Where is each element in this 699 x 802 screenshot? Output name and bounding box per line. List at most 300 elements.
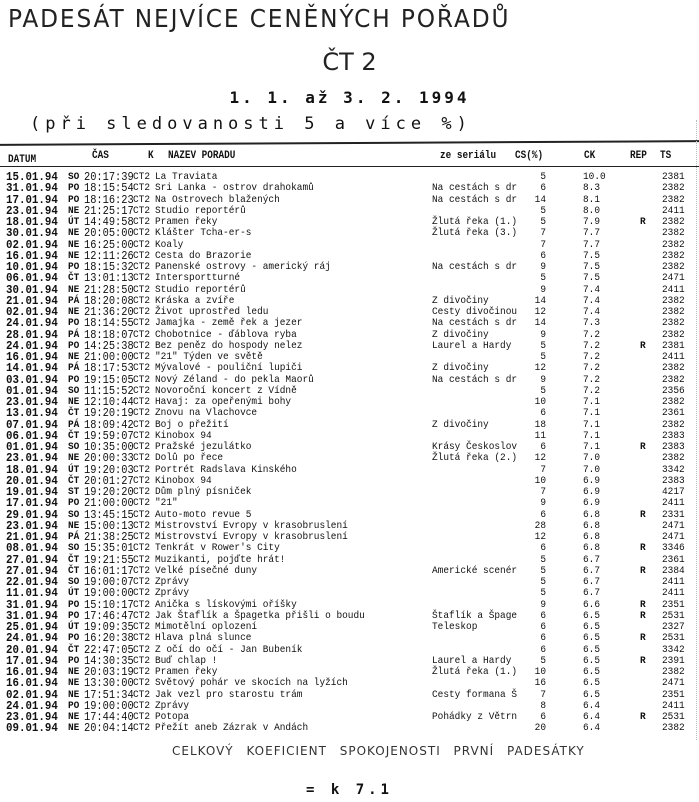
cell-series: Štaflík a Špage xyxy=(432,609,518,622)
cell-channel: CT2 xyxy=(133,306,151,318)
cell-time: 13:30:00 xyxy=(84,677,134,691)
cell-programme-name: Kráska a zvíře xyxy=(155,294,235,307)
cell-ck-coefficient: 7.4 xyxy=(583,283,601,296)
cell-day: PO xyxy=(68,317,80,330)
cell-programme-name: Portrét Radslava Kinského xyxy=(155,463,297,476)
cell-ck-coefficient: 7.5 xyxy=(583,261,601,273)
cell-day: ČT xyxy=(68,474,80,487)
cell-ck-coefficient: 6.5 xyxy=(583,609,601,622)
header-rule xyxy=(0,166,699,167)
cell-series: Z divočiny xyxy=(432,294,489,307)
cell-channel: CT2 xyxy=(133,666,151,678)
cell-ck-coefficient: 7.5 xyxy=(583,272,601,285)
cell-series: Americké scenér xyxy=(432,564,518,577)
cell-ts-code: 2471 xyxy=(662,677,685,690)
cell-day: PO xyxy=(68,497,80,510)
cell-channel: CT2 xyxy=(133,396,151,408)
cell-viewership: 6 xyxy=(540,508,546,521)
cell-date: 29.01.94 xyxy=(6,507,58,522)
cell-date: 03.01.94 xyxy=(6,372,58,387)
cell-ts-code: 3342 xyxy=(662,643,685,656)
cell-day: NE xyxy=(68,227,80,240)
cell-day: ÚT xyxy=(68,587,80,600)
scan-edge xyxy=(694,120,697,740)
cell-channel: CT2 xyxy=(133,531,151,543)
cell-time: 21:00:00 xyxy=(84,351,134,364)
cell-date: 11.01.94 xyxy=(6,586,58,601)
cell-date: 18.01.94 xyxy=(6,462,58,477)
cell-viewership: 5 xyxy=(540,576,546,588)
cell-ck-coefficient: 6.7 xyxy=(583,576,601,588)
cell-channel: CT2 xyxy=(133,463,151,476)
cell-ts-code: 2382 xyxy=(662,396,685,408)
cell-programme-name: Jak Štaflík a Špagetka přišli o boudu xyxy=(155,609,365,622)
cell-date: 17.01.94 xyxy=(6,653,58,668)
cell-ts-code: 2382 xyxy=(662,216,685,228)
cell-date: 16.01.94 xyxy=(6,248,58,263)
cell-ts-code: 2356 xyxy=(662,384,685,397)
cell-viewership: 9 xyxy=(540,497,546,510)
cell-date: 13.01.94 xyxy=(6,406,58,421)
cell-date: 24.01.94 xyxy=(6,698,58,713)
cell-ts-code: 2381 xyxy=(662,339,685,352)
cell-ck-coefficient: 7.2 xyxy=(583,362,601,375)
cell-viewership: 5 xyxy=(540,204,546,217)
header-ts: TS xyxy=(660,150,672,162)
table-row xyxy=(0,723,699,734)
cell-repeat-flag: R xyxy=(640,711,646,723)
cell-day: PO xyxy=(68,339,80,352)
cell-ck-coefficient: 6.4 xyxy=(583,699,601,712)
cell-viewership: 10 xyxy=(534,666,546,678)
cell-programme-name: Dům plný písniček xyxy=(155,486,252,498)
cell-ts-code: 3342 xyxy=(662,463,685,476)
cell-channel: CT2 xyxy=(133,384,151,397)
cell-time: 17:46:47 xyxy=(84,609,134,623)
cell-day: ST xyxy=(68,486,80,498)
cell-repeat-flag: R xyxy=(640,508,646,521)
cell-day: PÁ xyxy=(68,294,80,307)
cell-day: PÁ xyxy=(68,362,80,375)
cell-channel: CT2 xyxy=(133,339,151,352)
cell-date: 16.01.94 xyxy=(6,350,58,364)
cell-time: 19:21:55 xyxy=(84,553,134,567)
cell-viewership: 7 xyxy=(540,486,546,498)
cell-programme-name: Tenkrát v Rower's City xyxy=(155,542,280,555)
cell-viewership: 5 xyxy=(540,587,546,600)
cell-date: 19.01.94 xyxy=(6,485,58,499)
cell-time: 10:35:00 xyxy=(84,441,134,454)
cell-date: 18.01.94 xyxy=(6,215,58,229)
cell-date: 15.01.94 xyxy=(6,170,58,184)
cell-viewership: 6 xyxy=(540,182,546,195)
cell-series: Teleskop xyxy=(432,621,478,633)
cell-time: 19:00:00 xyxy=(84,587,134,601)
cell-viewership: 7 xyxy=(540,688,546,701)
cell-channel: CT2 xyxy=(133,283,151,296)
cell-series: Cesty formana Š xyxy=(432,688,518,701)
cell-day: NE xyxy=(68,677,80,690)
cell-ck-coefficient: 6.9 xyxy=(583,497,601,510)
cell-date: 30.01.94 xyxy=(6,282,58,297)
cell-day: NE xyxy=(68,204,80,217)
cell-series: Laurel a Hardy xyxy=(432,654,512,667)
cell-ts-code: 2383 xyxy=(662,474,685,487)
cell-day: ÚT xyxy=(68,621,80,633)
cell-series: Žlutá řeka (3.) xyxy=(432,227,518,240)
cell-time: 18:15:54 xyxy=(84,182,134,196)
document-title: PADESÁT NEJVÍCE CENĚNÝCH POŘADŮ xyxy=(8,4,511,33)
cell-date: 10.01.94 xyxy=(6,260,58,274)
cell-viewership: 6 xyxy=(540,249,546,262)
cell-ck-coefficient: 6.5 xyxy=(583,688,601,701)
cell-viewership: 5 xyxy=(540,564,546,577)
cell-programme-name: Světový pohár ve skocích na lyžích xyxy=(155,677,348,690)
cell-series: Žlutá řeka (1.) xyxy=(432,216,518,228)
cell-day: NE xyxy=(68,666,80,678)
cell-date: 23.01.94 xyxy=(6,395,58,409)
cell-viewership: 6 xyxy=(540,609,546,622)
cell-channel: CT2 xyxy=(133,587,151,600)
cell-ts-code: 2383 xyxy=(662,429,685,442)
cell-channel: CT2 xyxy=(133,373,151,386)
cell-ts-code: 2381 xyxy=(662,171,685,183)
cell-viewership: 9 xyxy=(540,598,546,611)
cell-date: 24.01.94 xyxy=(6,338,58,353)
cell-time: 15:35:01 xyxy=(84,542,134,556)
cell-time: 16:01:17 xyxy=(84,564,134,578)
cell-channel: CT2 xyxy=(133,632,151,645)
cell-channel: CT2 xyxy=(133,193,151,206)
cell-date: 23.01.94 xyxy=(6,451,58,466)
cell-channel: CT2 xyxy=(133,654,151,667)
cell-ts-code: 2351 xyxy=(662,598,685,611)
cell-time: 19:00:07 xyxy=(84,576,134,589)
cell-day: SO xyxy=(68,542,80,555)
cell-day: PO xyxy=(68,261,80,273)
cell-channel: CT2 xyxy=(133,351,151,363)
cell-date: 27.01.94 xyxy=(6,563,58,578)
cell-time: 20:03:19 xyxy=(84,666,134,679)
cell-programme-name: Nový Zéland - do pekla Maorů xyxy=(155,373,314,386)
cell-ts-code: 2382 xyxy=(662,182,685,195)
cell-channel: CT2 xyxy=(133,542,151,555)
cell-series: Na cestách s dr xyxy=(432,193,518,206)
cell-viewership: 5 xyxy=(540,384,546,397)
cell-programme-name: Muzikanti, pojďte hrát! xyxy=(155,553,286,566)
cell-day: SO xyxy=(68,508,80,521)
cell-viewership: 7 xyxy=(540,238,546,251)
cell-programme-name: Kinobox 94 xyxy=(155,429,212,442)
cell-channel: CT2 xyxy=(133,609,151,622)
cell-series: Laurel a Hardy xyxy=(432,339,512,352)
cell-ck-coefficient: 6.8 xyxy=(583,508,601,521)
cell-series: Žlutá řeka (1.) xyxy=(432,666,518,678)
cell-viewership: 5 xyxy=(540,216,546,228)
cell-day: SO xyxy=(68,384,80,397)
cell-day: PO xyxy=(68,632,80,645)
cell-date: 31.01.94 xyxy=(6,597,58,612)
cell-date: 07.01.94 xyxy=(6,417,58,432)
cell-date: 17.01.94 xyxy=(6,192,58,207)
cell-programme-name: Anička s lískovými oříšky xyxy=(155,598,297,611)
cell-channel: CT2 xyxy=(133,328,151,341)
cell-time: 20:04:14 xyxy=(84,722,134,736)
cell-programme-name: Cesta do Brazorie xyxy=(155,249,252,262)
cell-date: 27.01.94 xyxy=(6,552,58,567)
cell-date: 24.01.94 xyxy=(6,631,58,646)
cell-time: 18:14:55 xyxy=(84,317,134,331)
cell-time: 20:05:00 xyxy=(84,227,134,241)
cell-date: 20.01.94 xyxy=(6,473,58,488)
cell-day: ČT xyxy=(68,429,80,442)
cell-time: 19:20:20 xyxy=(84,486,134,499)
cell-series: Z divočiny xyxy=(432,418,489,431)
cell-programme-name: Mývalové - pouliční lupiči xyxy=(155,362,303,375)
cell-programme-name: Klášter Tcha-er-s xyxy=(155,227,252,240)
cell-viewership: 5 xyxy=(540,654,546,667)
cell-ts-code: 2531 xyxy=(662,632,685,645)
cell-date: 30.01.94 xyxy=(6,226,58,241)
cell-time: 19:09:35 xyxy=(84,621,134,634)
cell-day: NE xyxy=(68,519,80,532)
cell-ts-code: 2471 xyxy=(662,519,685,532)
cell-ts-code: 2382 xyxy=(662,452,685,465)
cell-day: PÁ xyxy=(68,418,80,431)
cell-ck-coefficient: 7.7 xyxy=(583,238,601,251)
cell-date: 09.01.94 xyxy=(6,721,58,736)
cell-channel: CT2 xyxy=(133,171,151,183)
cell-ts-code: 2384 xyxy=(662,564,685,577)
cell-programme-name: Zprávy xyxy=(155,576,190,588)
cell-channel: CT2 xyxy=(133,249,151,262)
cell-channel: CT2 xyxy=(133,621,151,633)
cell-day: NE xyxy=(68,711,80,723)
cell-time: 20:00:33 xyxy=(84,452,134,466)
cell-programme-name: Boj o přežití xyxy=(155,418,229,431)
cell-ck-coefficient: 7.4 xyxy=(583,306,601,318)
cell-ck-coefficient: 6.5 xyxy=(583,677,601,690)
cell-viewership: 10 xyxy=(534,396,546,408)
cell-date: 08.01.94 xyxy=(6,541,58,556)
cell-viewership: 6 xyxy=(540,632,546,645)
cell-programme-name: Dolů po řece xyxy=(155,452,224,465)
cell-ck-coefficient: 8.3 xyxy=(583,182,601,195)
cell-programme-name: Zprávy xyxy=(155,587,190,600)
cell-channel: CT2 xyxy=(133,699,151,712)
cell-viewership: 7 xyxy=(540,227,546,240)
cell-day: SO xyxy=(68,441,80,453)
cell-channel: CT2 xyxy=(133,362,151,375)
cell-channel: CT2 xyxy=(133,677,151,690)
cell-ts-code: 2411 xyxy=(662,351,685,363)
cell-repeat-flag: R xyxy=(640,216,646,228)
cell-programme-name: Koaly xyxy=(155,238,184,251)
cell-date: 28.01.94 xyxy=(6,327,58,342)
cell-time: 11:15:52 xyxy=(84,384,134,398)
cell-time: 22:47:05 xyxy=(84,643,134,657)
cell-programme-name: Jak vezl pro starostu trám xyxy=(155,688,303,701)
cell-programme-name: Mistrovství Evropy v krasobruslení xyxy=(155,519,348,532)
cell-programme-name: Auto-moto revue 5 xyxy=(155,508,252,521)
cell-programme-name: Mistrovství Evropy v krasobruslení xyxy=(155,531,348,543)
cell-programme-name: Velké písečné duny xyxy=(155,564,258,577)
cell-programme-name: Studio reportérů xyxy=(155,204,246,217)
cell-ck-coefficient: 6.5 xyxy=(583,632,601,645)
cell-day: PÁ xyxy=(68,531,80,543)
cell-day: SO xyxy=(68,576,80,588)
cell-channel: CT2 xyxy=(133,508,151,521)
cell-time: 13:45:15 xyxy=(84,508,134,522)
cell-programme-name: Na Ostrovech blažených xyxy=(155,193,280,206)
cell-ts-code: 2382 xyxy=(662,328,685,341)
cell-ts-code: 3346 xyxy=(662,542,685,555)
cell-viewership: 12 xyxy=(534,452,546,465)
cell-channel: CT2 xyxy=(133,576,151,588)
cell-ck-coefficient: 7.1 xyxy=(583,429,601,442)
channel-heading: ČT 2 xyxy=(322,48,377,76)
cell-programme-name: Mimotělní oplození xyxy=(155,621,258,633)
cell-viewership: 9 xyxy=(540,328,546,341)
cell-ts-code: 2382 xyxy=(662,227,685,240)
cell-ts-code: 2382 xyxy=(662,666,685,678)
cell-ck-coefficient: 7.7 xyxy=(583,227,601,240)
cell-time: 18:17:53 xyxy=(84,362,134,376)
cell-ck-coefficient: 8.0 xyxy=(583,204,601,217)
cell-ck-coefficient: 6.5 xyxy=(583,643,601,656)
cell-ts-code: 2391 xyxy=(662,654,685,667)
cell-programme-name: Havaj: za opeřenými bohy xyxy=(155,396,292,408)
cell-time: 19:59:07 xyxy=(84,429,134,443)
cell-channel: CT2 xyxy=(133,261,151,273)
cell-programme-name: Znovu na Vlachovce xyxy=(155,407,258,420)
cell-day: NE xyxy=(68,452,80,465)
cell-day: ČT xyxy=(68,272,80,285)
cell-date: 02.01.94 xyxy=(6,305,58,319)
cell-ts-code: 2531 xyxy=(662,711,685,723)
header-serial: ze seriálu xyxy=(440,150,497,162)
cell-series: Na cestách s dr xyxy=(432,373,518,386)
cell-channel: CT2 xyxy=(133,182,151,195)
cell-channel: CT2 xyxy=(133,553,151,566)
cell-time: 21:28:50 xyxy=(84,283,134,297)
cell-time: 20:01:27 xyxy=(84,474,134,488)
cell-channel: CT2 xyxy=(133,227,151,240)
cell-viewership: 14 xyxy=(534,193,546,206)
cell-day: NE xyxy=(68,722,80,735)
cell-ts-code: 2382 xyxy=(662,306,685,318)
cell-programme-name: La Traviata xyxy=(155,171,218,183)
cell-date: 31.01.94 xyxy=(6,181,58,196)
cell-ts-code: 2411 xyxy=(662,587,685,600)
cell-day: ČT xyxy=(68,564,80,577)
cell-ck-coefficient: 6.5 xyxy=(583,654,601,667)
cell-ts-code: 2382 xyxy=(662,362,685,375)
cell-date: 17.01.94 xyxy=(6,496,58,511)
cell-ts-code: 2411 xyxy=(662,283,685,296)
cell-day: NE xyxy=(68,249,80,262)
cell-programme-name: Buď chlap ! xyxy=(155,654,218,667)
header-cs: CS(%) xyxy=(515,150,544,162)
cell-date: 02.01.94 xyxy=(6,687,58,702)
cell-ck-coefficient: 8.1 xyxy=(583,193,601,206)
cell-time: 15:00:13 xyxy=(84,519,134,533)
cell-channel: CT2 xyxy=(133,643,151,656)
cell-viewership: 14 xyxy=(534,317,546,330)
cell-repeat-flag: R xyxy=(640,632,646,645)
cell-ck-coefficient: 6.9 xyxy=(583,486,601,498)
cell-channel: CT2 xyxy=(133,474,151,487)
cell-day: PO xyxy=(68,699,80,712)
header-nazev: NAZEV PORADU xyxy=(168,150,236,162)
cell-ts-code: 2351 xyxy=(662,688,685,701)
cell-ck-coefficient: 7.2 xyxy=(583,328,601,341)
cell-day: PÁ xyxy=(68,328,80,341)
cell-programme-name: Sri Lanka - ostrov drahokamů xyxy=(155,182,314,195)
cell-ts-code: 2411 xyxy=(662,576,685,588)
cell-channel: CT2 xyxy=(133,441,151,453)
cell-time: 15:10:17 xyxy=(84,598,134,612)
cell-programme-name: Intersportturné xyxy=(155,272,241,285)
cell-repeat-flag: R xyxy=(640,542,646,555)
cell-programme-name: Bez peněz do hospody nelez xyxy=(155,339,303,352)
cell-viewership: 5 xyxy=(540,339,546,352)
cell-ts-code: 2471 xyxy=(662,272,685,285)
cell-time: 18:20:08 xyxy=(84,294,134,308)
cell-channel: CT2 xyxy=(133,598,151,611)
cell-ck-coefficient: 6.5 xyxy=(583,666,601,678)
cell-day: PO xyxy=(68,654,80,667)
cell-day: ČT xyxy=(68,553,80,566)
cell-ck-coefficient: 6.7 xyxy=(583,587,601,600)
cell-date: 21.01.94 xyxy=(6,530,58,544)
cell-channel: CT2 xyxy=(133,497,151,510)
cell-programme-name: Panenské ostrovy - americký ráj xyxy=(155,261,331,273)
cell-ck-coefficient: 7.5 xyxy=(583,249,601,262)
cell-viewership: 6 xyxy=(540,621,546,633)
cell-ts-code: 2327 xyxy=(662,621,685,633)
cell-viewership: 12 xyxy=(534,306,546,318)
cell-day: PO xyxy=(68,373,80,386)
cell-viewership: 6 xyxy=(540,441,546,453)
cell-channel: CT2 xyxy=(133,204,151,217)
cell-series: Z divočiny xyxy=(432,328,489,341)
cell-viewership: 9 xyxy=(540,283,546,296)
cell-day: PO xyxy=(68,193,80,206)
cell-channel: CT2 xyxy=(133,407,151,420)
cell-viewership: 5 xyxy=(540,171,546,183)
cell-ts-code: 2531 xyxy=(662,609,685,622)
cell-ts-code: 2382 xyxy=(662,722,685,735)
cell-viewership: 6 xyxy=(540,643,546,656)
cell-date: 23.01.94 xyxy=(6,518,58,533)
cell-time: 14:30:35 xyxy=(84,654,134,668)
cell-ts-code: 2382 xyxy=(662,317,685,330)
cell-repeat-flag: R xyxy=(640,598,646,611)
cell-programme-name: Kinobox 94 xyxy=(155,474,212,487)
cell-viewership: 6 xyxy=(540,711,546,723)
cell-day: NE xyxy=(68,351,80,363)
cell-date: 14.01.94 xyxy=(6,361,58,376)
cell-channel: CT2 xyxy=(133,317,151,330)
header-rep: REP xyxy=(630,150,647,162)
cell-date: 06.01.94 xyxy=(6,428,58,443)
cell-time: 18:18:07 xyxy=(84,328,134,342)
footer-label: CELKOVÝ KOEFICIENT SPOKOJENOSTI PRVNÍ PADESÁTKY xyxy=(172,744,585,758)
cell-time: 17:44:40 xyxy=(84,711,134,724)
cell-time: 19:20:19 xyxy=(84,407,134,421)
cell-time: 18:15:32 xyxy=(84,261,134,274)
